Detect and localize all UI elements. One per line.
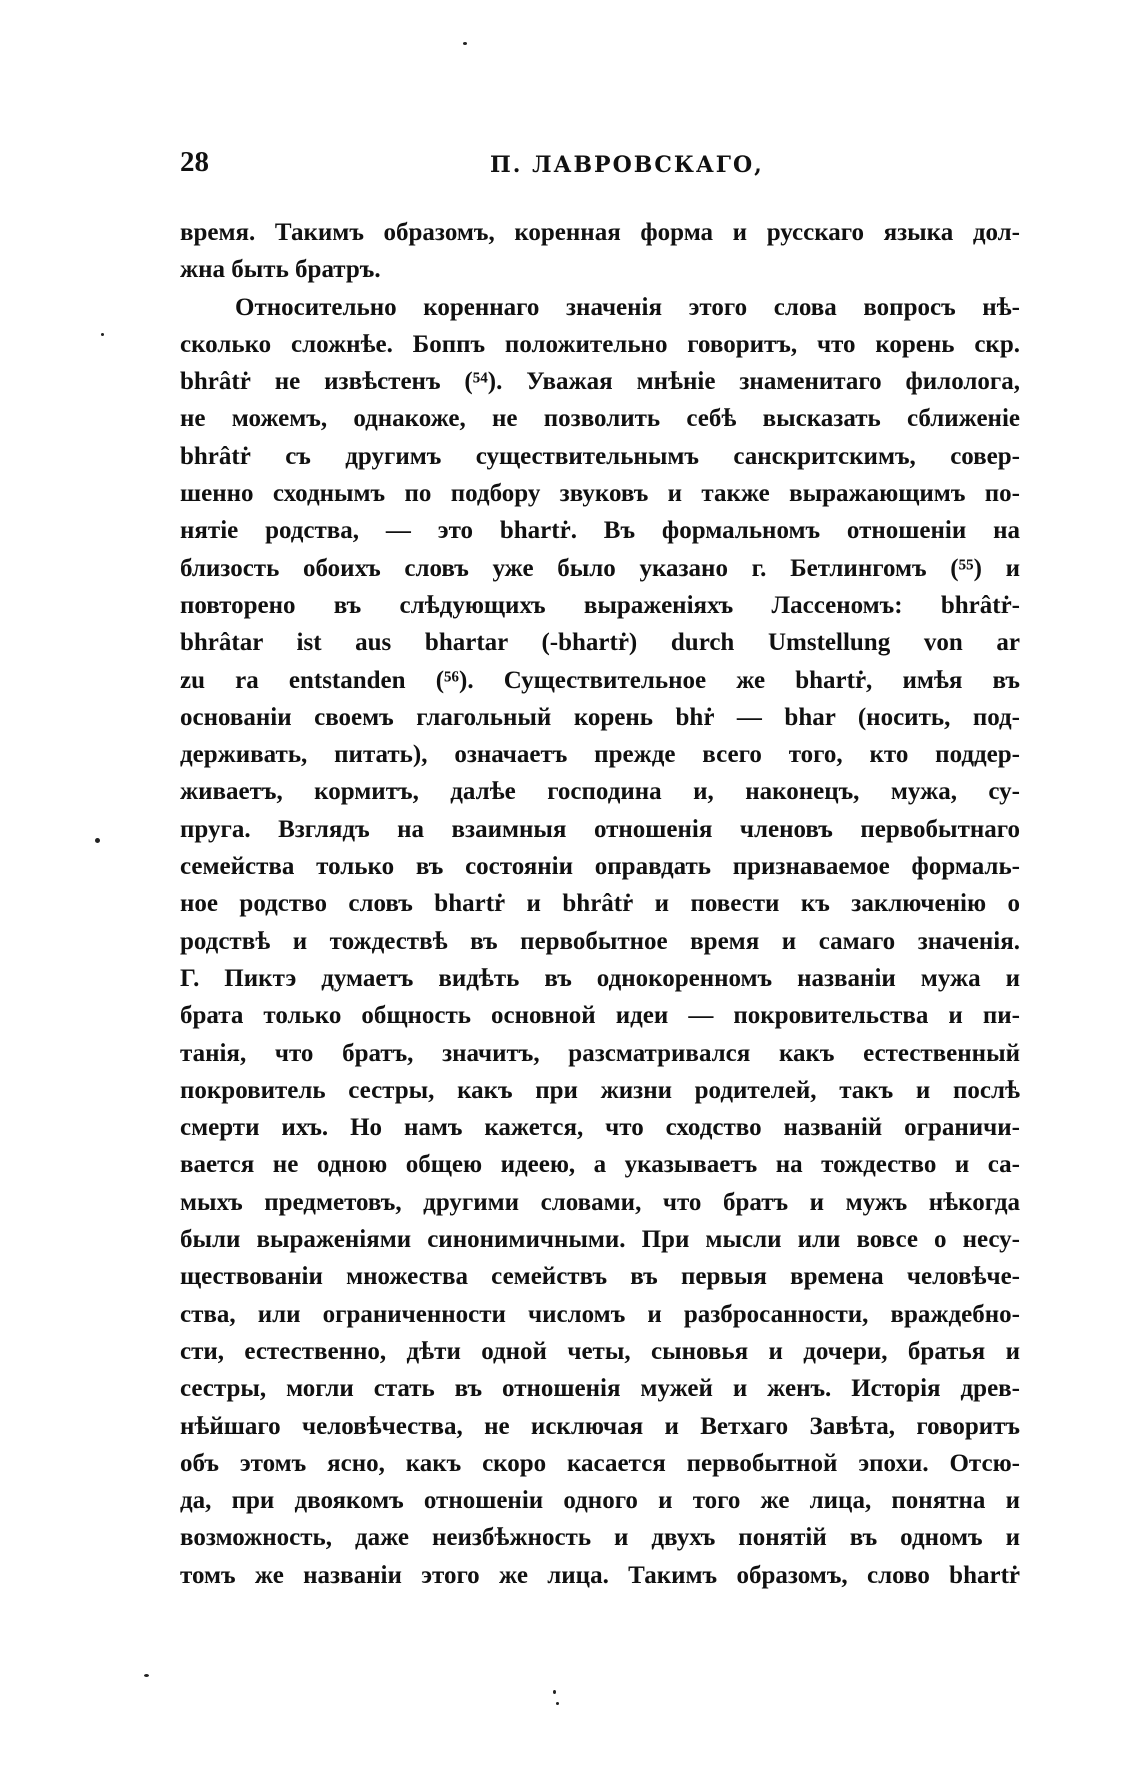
body-text bbox=[180, 214, 1020, 1594]
scan-speck bbox=[144, 1674, 149, 1677]
text-line: Г. Пиктэ думаетъ видѣть въ однокоренномъ названіи мужа и bbox=[180, 964, 1020, 992]
text-line: сестры, могли стать въ отношенія мужей и женъ. Исторія древ- bbox=[180, 1375, 1020, 1403]
text-line: основаніи своемъ глагольный корень bhṙ — bhar (носить, под- bbox=[180, 703, 1020, 731]
text-line: возможность, даже неизбѣжность и двухъ понятій въ одномъ и bbox=[180, 1524, 1020, 1552]
text-line: семейства только въ состояніи оправдать признаваемое формаль- bbox=[180, 853, 1020, 881]
text-line: шенно сходнымъ по подбору звуковъ и также выражающимъ по- bbox=[180, 480, 1020, 508]
text-line: брата только общность основной идеи — покровительства и пи- bbox=[180, 1002, 1020, 1030]
text-line: вается не одною общею идеею, а указываетъ на тождество и са- bbox=[180, 1151, 1020, 1179]
text-line: танія, что братъ, значитъ, разсматривался какъ естественный bbox=[180, 1039, 1020, 1067]
text-line: были выраженіями синонимичными. При мысли или вовсе о несу- bbox=[180, 1226, 1020, 1254]
text-line: Относительно кореннаго значенія этого слова вопросъ нѣ- bbox=[235, 293, 1020, 321]
text-line: да, при двоякомъ отношеніи одного и того же лица, понятна и bbox=[180, 1487, 1020, 1515]
text-line: нятіе родства, — это bhartṙ. Въ формальномъ отношеніи на bbox=[180, 517, 1020, 545]
text-line: не можемъ, однакоже, не позволить себѣ высказать сближеніе bbox=[180, 405, 1020, 433]
text-line: повторено въ слѣдующихъ выраженіяхъ Лассеномъ: bhrâtṙ- bbox=[180, 591, 1020, 619]
scan-speck bbox=[95, 838, 100, 843]
text-line: bhrâtar ist aus bhartar (-bhartṙ) durch Umstellung von ar bbox=[180, 629, 1020, 657]
text-line: пруга. Взглядъ на взаимныя отношенія членовъ первобытнаго bbox=[180, 815, 1020, 843]
text-line: ществованіи множества семействъ въ первыя времена человѣче- bbox=[180, 1263, 1020, 1291]
text-line: объ этомъ ясно, какъ скоро касается первобытной эпохи. Отсю- bbox=[180, 1449, 1020, 1477]
text-line: родствѣ и тождествѣ въ первобытное время и самаго значенія. bbox=[180, 927, 1020, 955]
text-line: bhrâtṙ не извѣстенъ (⁵⁴). Уважая мнѣніе знаменитаго филолога, bbox=[180, 368, 1020, 396]
text-line: живаетъ, кормитъ, далѣе господина и, наконецъ, мужа, су- bbox=[180, 778, 1020, 806]
scan-speck bbox=[556, 1702, 559, 1705]
text-line: zu ra entstanden (⁵⁶). Существительное же bhartṙ, имѣя въ bbox=[180, 666, 1020, 694]
page-number: 28 bbox=[180, 146, 209, 178]
text-line: жна быть братръ. bbox=[180, 256, 381, 284]
text-line: ства, или ограниченности числомъ и разбросанности, враждебно- bbox=[180, 1300, 1020, 1328]
text-line: смерти ихъ. Но намъ кажется, что сходство названій ограничи- bbox=[180, 1114, 1020, 1142]
text-line: томъ же названіи этого же лица. Такимъ образомъ, слово bhartṙ bbox=[180, 1561, 1020, 1589]
text-line: мыхъ предметовъ, другими словами, что братъ и мужъ нѣкогда bbox=[180, 1188, 1020, 1216]
text-line: время. Такимъ образомъ, коренная форма и русскаго языка дол- bbox=[180, 219, 1020, 246]
text-line: близость обоихъ словъ уже было указано г. Бетлингомъ (⁵⁵) и bbox=[180, 554, 1020, 582]
text-line: bhrâtṙ съ другимъ существительнымъ санскритскимъ, совер- bbox=[180, 442, 1020, 470]
scan-speck bbox=[553, 1690, 556, 1694]
text-line: сти, естественно, дѣти одной четы, сыновья и дочери, братья и bbox=[180, 1337, 1020, 1365]
text-line: покровитель сестры, какъ при жизни родителей, такъ и послѣ bbox=[180, 1076, 1020, 1104]
text-line: сколько сложнѣе. Боппъ положительно говоритъ, что корень скр. bbox=[180, 330, 1020, 358]
scan-speck bbox=[463, 42, 467, 45]
text-line: ное родство словъ bhartṙ и bhrâtṙ и повести къ заключенію о bbox=[180, 890, 1020, 918]
running-head: П. ЛАВРОВСКАГО, bbox=[490, 152, 764, 178]
scan-speck bbox=[101, 333, 104, 336]
text-line: нѣйшаго человѣчества, не исключая и Ветхаго Завѣта, говоритъ bbox=[180, 1412, 1020, 1440]
text-line: держивать, питать), означаетъ прежде всего того, кто поддер- bbox=[180, 741, 1020, 769]
page-header bbox=[180, 146, 1020, 186]
